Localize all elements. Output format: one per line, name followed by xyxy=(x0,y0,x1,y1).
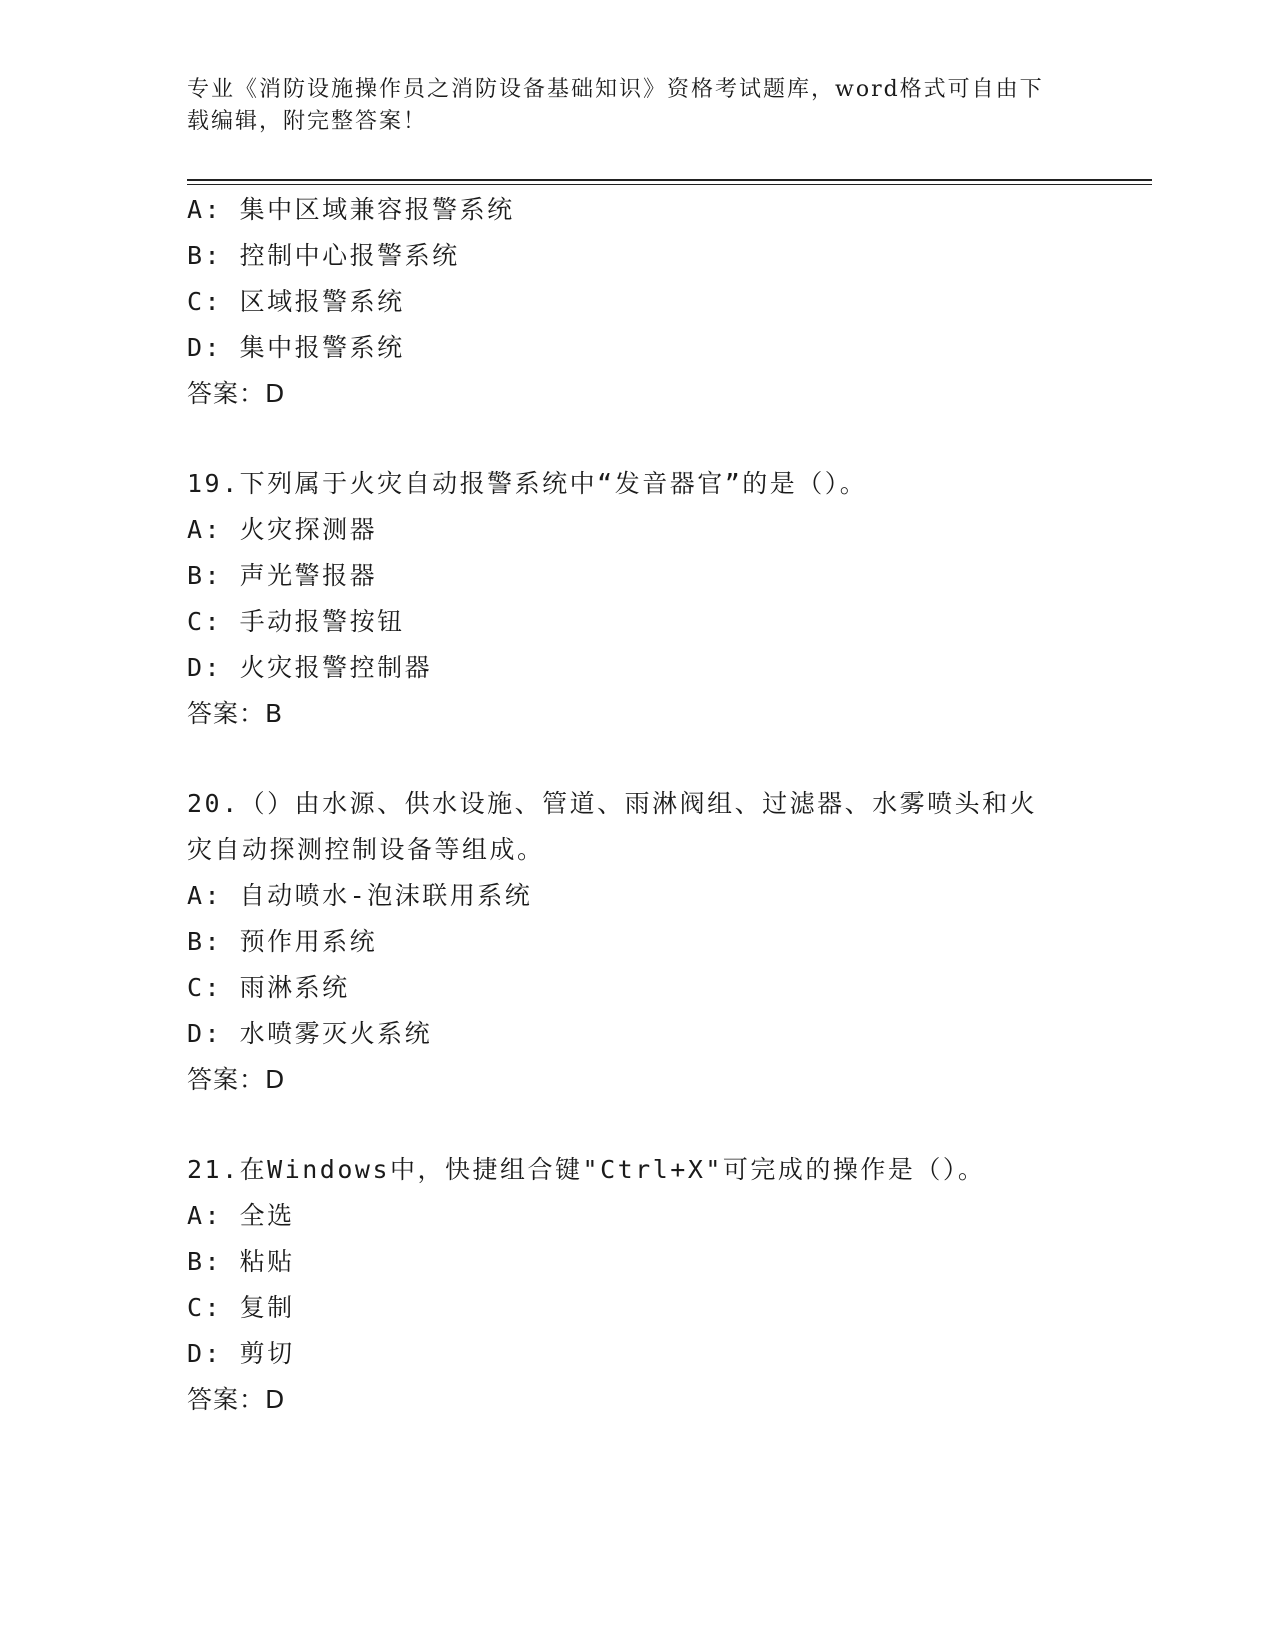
option-d: D: 剪切 xyxy=(187,1339,295,1368)
answer-line: 答案：D xyxy=(187,1385,286,1414)
question-text: 19.下列属于火灾自动报警系统中“发音器官”的是（）。 xyxy=(187,469,868,498)
question-block-prev xyxy=(187,187,1127,417)
question-block-19 xyxy=(187,461,1127,737)
option-d: D: 火灾报警控制器 xyxy=(187,653,433,682)
option-c: C: 雨淋系统 xyxy=(187,973,350,1002)
option-b: B: 预作用系统 xyxy=(187,927,378,956)
option-c: C: 区域报警系统 xyxy=(187,287,405,316)
option-b: B: 控制中心报警系统 xyxy=(187,241,460,270)
question-block-20 xyxy=(187,781,1127,1103)
option-b: B: 声光警报器 xyxy=(187,561,378,590)
answer-line: 答案：D xyxy=(187,1065,286,1094)
question-list xyxy=(187,187,1127,1423)
document-header xyxy=(187,74,1067,138)
option-a: A: 自动喷水-泡沫联用系统 xyxy=(187,881,533,910)
header-divider-thin xyxy=(187,184,1152,185)
spacer xyxy=(187,1103,1127,1147)
question-block-21 xyxy=(187,1147,1127,1423)
header-line-1: 专业《消防设施操作员之消防设备基础知识》资格考试题库，word格式可自由下 xyxy=(187,77,1044,102)
option-d: D: 水喷雾灭火系统 xyxy=(187,1019,433,1048)
answer-line: 答案：D xyxy=(187,379,286,408)
spacer xyxy=(187,737,1127,781)
option-d: D: 集中报警系统 xyxy=(187,333,405,362)
option-a: A: 集中区域兼容报警系统 xyxy=(187,195,515,224)
question-text-line-1: 20.（）由水源、供水设施、管道、雨淋阀组、过滤器、水雾喷头和火 xyxy=(187,789,1038,818)
answer-line: 答案：B xyxy=(187,699,284,728)
option-a: A: 火灾探测器 xyxy=(187,515,378,544)
question-text: 21.在Windows中，快捷组合键"Ctrl+X"可完成的操作是（）。 xyxy=(187,1155,986,1184)
option-c: C: 复制 xyxy=(187,1293,295,1322)
question-text-line-2: 灾自动探测控制设备等组成。 xyxy=(187,835,545,864)
header-divider-thick xyxy=(187,179,1152,181)
option-a: A: 全选 xyxy=(187,1201,295,1230)
header-line-2: 载编辑，附完整答案！ xyxy=(187,109,428,134)
spacer xyxy=(187,417,1127,461)
option-c: C: 手动报警按钮 xyxy=(187,607,405,636)
option-b: B: 粘贴 xyxy=(187,1247,295,1276)
